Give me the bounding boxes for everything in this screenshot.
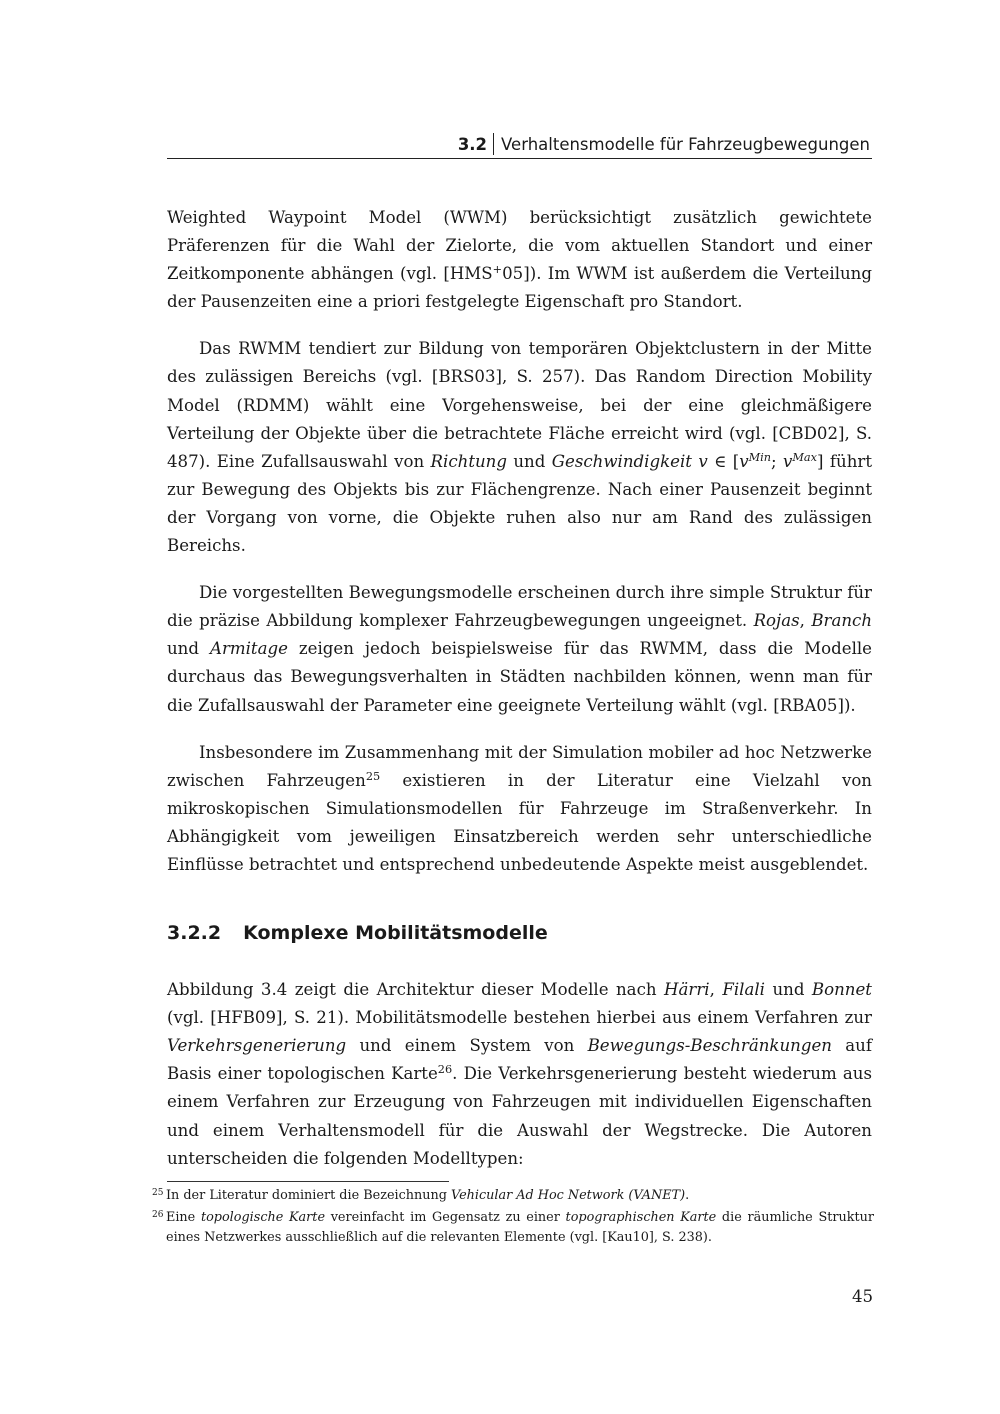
paragraph-5-text-d: (vgl. [HFB09], S. 21). Mobilitätsmodelle bestehen hierbei aus einem Verfahren zur [167,1008,872,1028]
math-superscript-min: Min [748,450,772,464]
footnotes [152,1186,874,1250]
running-header [167,130,872,159]
citation-superscript: + [492,262,503,276]
header-section-title: Verhaltensmodelle für Fahrzeugbewegungen [501,135,870,154]
paragraph-4 [167,739,872,879]
footnote-reference-25[interactable]: 25 [365,769,381,783]
emphasis-armitage: Armitage [209,639,288,659]
paragraph-1-text-b: 05]). Im WWM ist außerdem die Verteilung der Pausenzeiten eine a priori festgelegte Eigenschaft pro Standort. [167,264,872,312]
section-title: Komplexe Mobilitätsmodelle [243,922,548,945]
header-section-number: 3.2 [457,135,488,154]
emphasis-bewegungs-beschraenkungen: Bewegungs-Beschränkungen [587,1036,832,1056]
emphasis-filali: Filali [722,980,765,1000]
emphasis-branch: Branch [811,611,872,631]
emphasis-verkehrsgenerierung: Verkehrsgenerierung [167,1036,347,1056]
paragraph-5 [167,976,872,1173]
emphasis-harri: Härri [664,980,710,1000]
paragraph-5-text-g: . Die Verkehrsgenerierung besteht wiederum aus einem Verfahren zur Erzeugung von Fahrzeugen mit individuellen Eigenschaften und einem Verhaltensmodell für die Auswahl der Wegstrecke. Die Autoren unterscheiden die folgenden Modelltypen: [167,1064,873,1168]
footnote-25-text-a: In der Literatur dominiert die Bezeichnung [166,1188,451,1203]
math-element-of: ∈ [ [707,451,740,471]
paragraph-4-text-a: Insbesondere im Zusammenhang mit der Simulation mobiler ad hoc Netzwerke zwischen Fahrzeugen [167,742,872,790]
paragraph-3-text-a: Die vorgestellten Bewegungsmodelle erscheinen durch ihre simple Struktur für die präzise Abbildung komplexer Fahrzeugbewegungen ungeeignet. [167,583,872,631]
emphasis-topographische-karte: topographischen Karte [565,1210,717,1225]
paragraph-5-text-e: und einem System von [346,1036,588,1056]
math-bracket-close: ] [817,451,824,471]
paragraph-1-text-a: Weighted Waypoint Model (WWM) berücksichtigt zusätzlich gewichtete Präferenzen für die Wahl der Zielorte, die vom aktuellen Standort und einer Zeitkomponente abhängen (vgl. [HMS [167,208,872,284]
math-variable-v-max: v [783,451,793,471]
math-variable-v-min: v [739,451,749,471]
math-variable-v: v [698,451,708,471]
footnote-divider [167,1181,449,1182]
emphasis-bonnet: Bonnet [811,980,872,1000]
paragraph-1 [167,204,872,316]
paragraph-5-text-f: auf Basis einer topologischen Karte [167,1036,872,1084]
paragraph-2-text-b: und [506,451,552,471]
math-superscript-max: Max [792,450,817,464]
paragraph-3-text-d: zeigen jedoch beispielsweise für das RWMM, dass die Modelle durchaus das Bewegungsverhalten in Städten nachbilden können, wenn man für die Zufallsauswahl der Parameter eine geeignete Verteilung wählt (vgl. [RBA05]). [167,639,873,715]
paragraph-3 [167,579,872,719]
paragraph-4-text-b: existieren in der Literatur eine Vielzahl von mikroskopischen Simulationsmodellen für Fahrzeuge im Straßenverkehr. In Abhängigkeit vom jeweiligen Einsatzbereich werden sehr unterschiedliche Einflüsse betrachtet und entsprechend unbedeutende Aspekte meist ausgeblendet. [167,770,872,874]
section-number: 3.2.2 [167,922,222,945]
page-number: 45 [852,1287,874,1306]
paragraph-5-text-b: , [709,980,723,1000]
running-header-text [458,133,870,155]
footnote-26-text-a: Eine [166,1210,201,1225]
emphasis-richtung: Richtung [430,451,507,471]
paragraph-3-text-b: , [799,611,812,631]
paragraph-2-text-c: führt zur Bewegung des Objekts bis zur Flächengrenze. Nach einer Pausenzeit beginnt der Vorgang von vorne, die Objekte ruhen also nur am Rand des zulässigen Bereichs. [167,451,872,556]
emphasis-rojas: Rojas [753,611,800,631]
emphasis-vanet: Vehicular Ad Hoc Network (VANET) [451,1188,686,1203]
section-heading [167,920,872,946]
paragraph-2-text-a: Das RWMM tendiert zur Bildung von temporären Objektclustern in der Mitte des zulässigen Bereichs (vgl. [BRS03], S. 257). Das Random Direction Mobility Model (RDMM) wählt eine Vorgehensweise, bei der eine gleichmäßigere Verteilung der Objekte über die betrachtete Fläche erreicht wird (vgl. [CBD02], S. 487). Eine Zufallsauswahl von [167,339,872,471]
paragraph-5-text-a: Abbildung 3.4 zeigt die Architektur dieser Modelle nach [167,980,665,1000]
body-text [167,204,872,1192]
footnote-26-text-c: die räumliche Struktur eines Netzwerkes ausschließlich auf die relevanten Elemente (vgl. [Kau10], S. 238). [166,1210,874,1245]
footnote-reference-26[interactable]: 26 [437,1063,453,1077]
math-formula [698,452,823,471]
paragraph-3-text-c: und [167,639,210,659]
emphasis-geschwindigkeit: Geschwindigkeit [551,451,692,471]
math-separator: ; [771,451,784,471]
footnote-25: 25 In der Literatur dominiert die Bezeichnung Vehicular Ad Hoc Network (VANET). [152,1188,690,1203]
paragraph-5-text-c: und [764,980,812,1000]
footnote-26: 26 Eine topologische Karte vereinfacht im Gegensatz zu einer topographischen Karte die räumliche Struktur eines Netzwerkes ausschließlich auf die relevanten Elemente (vgl. [Kau10], S. 238). [152,1210,874,1245]
emphasis-topologische-karte: topologische Karte [200,1210,326,1225]
paragraph-2 [167,335,872,560]
footnote-26-text-b: vereinfacht im Gegensatz zu einer [325,1210,566,1225]
footnote-25-text-b: . [685,1188,690,1203]
